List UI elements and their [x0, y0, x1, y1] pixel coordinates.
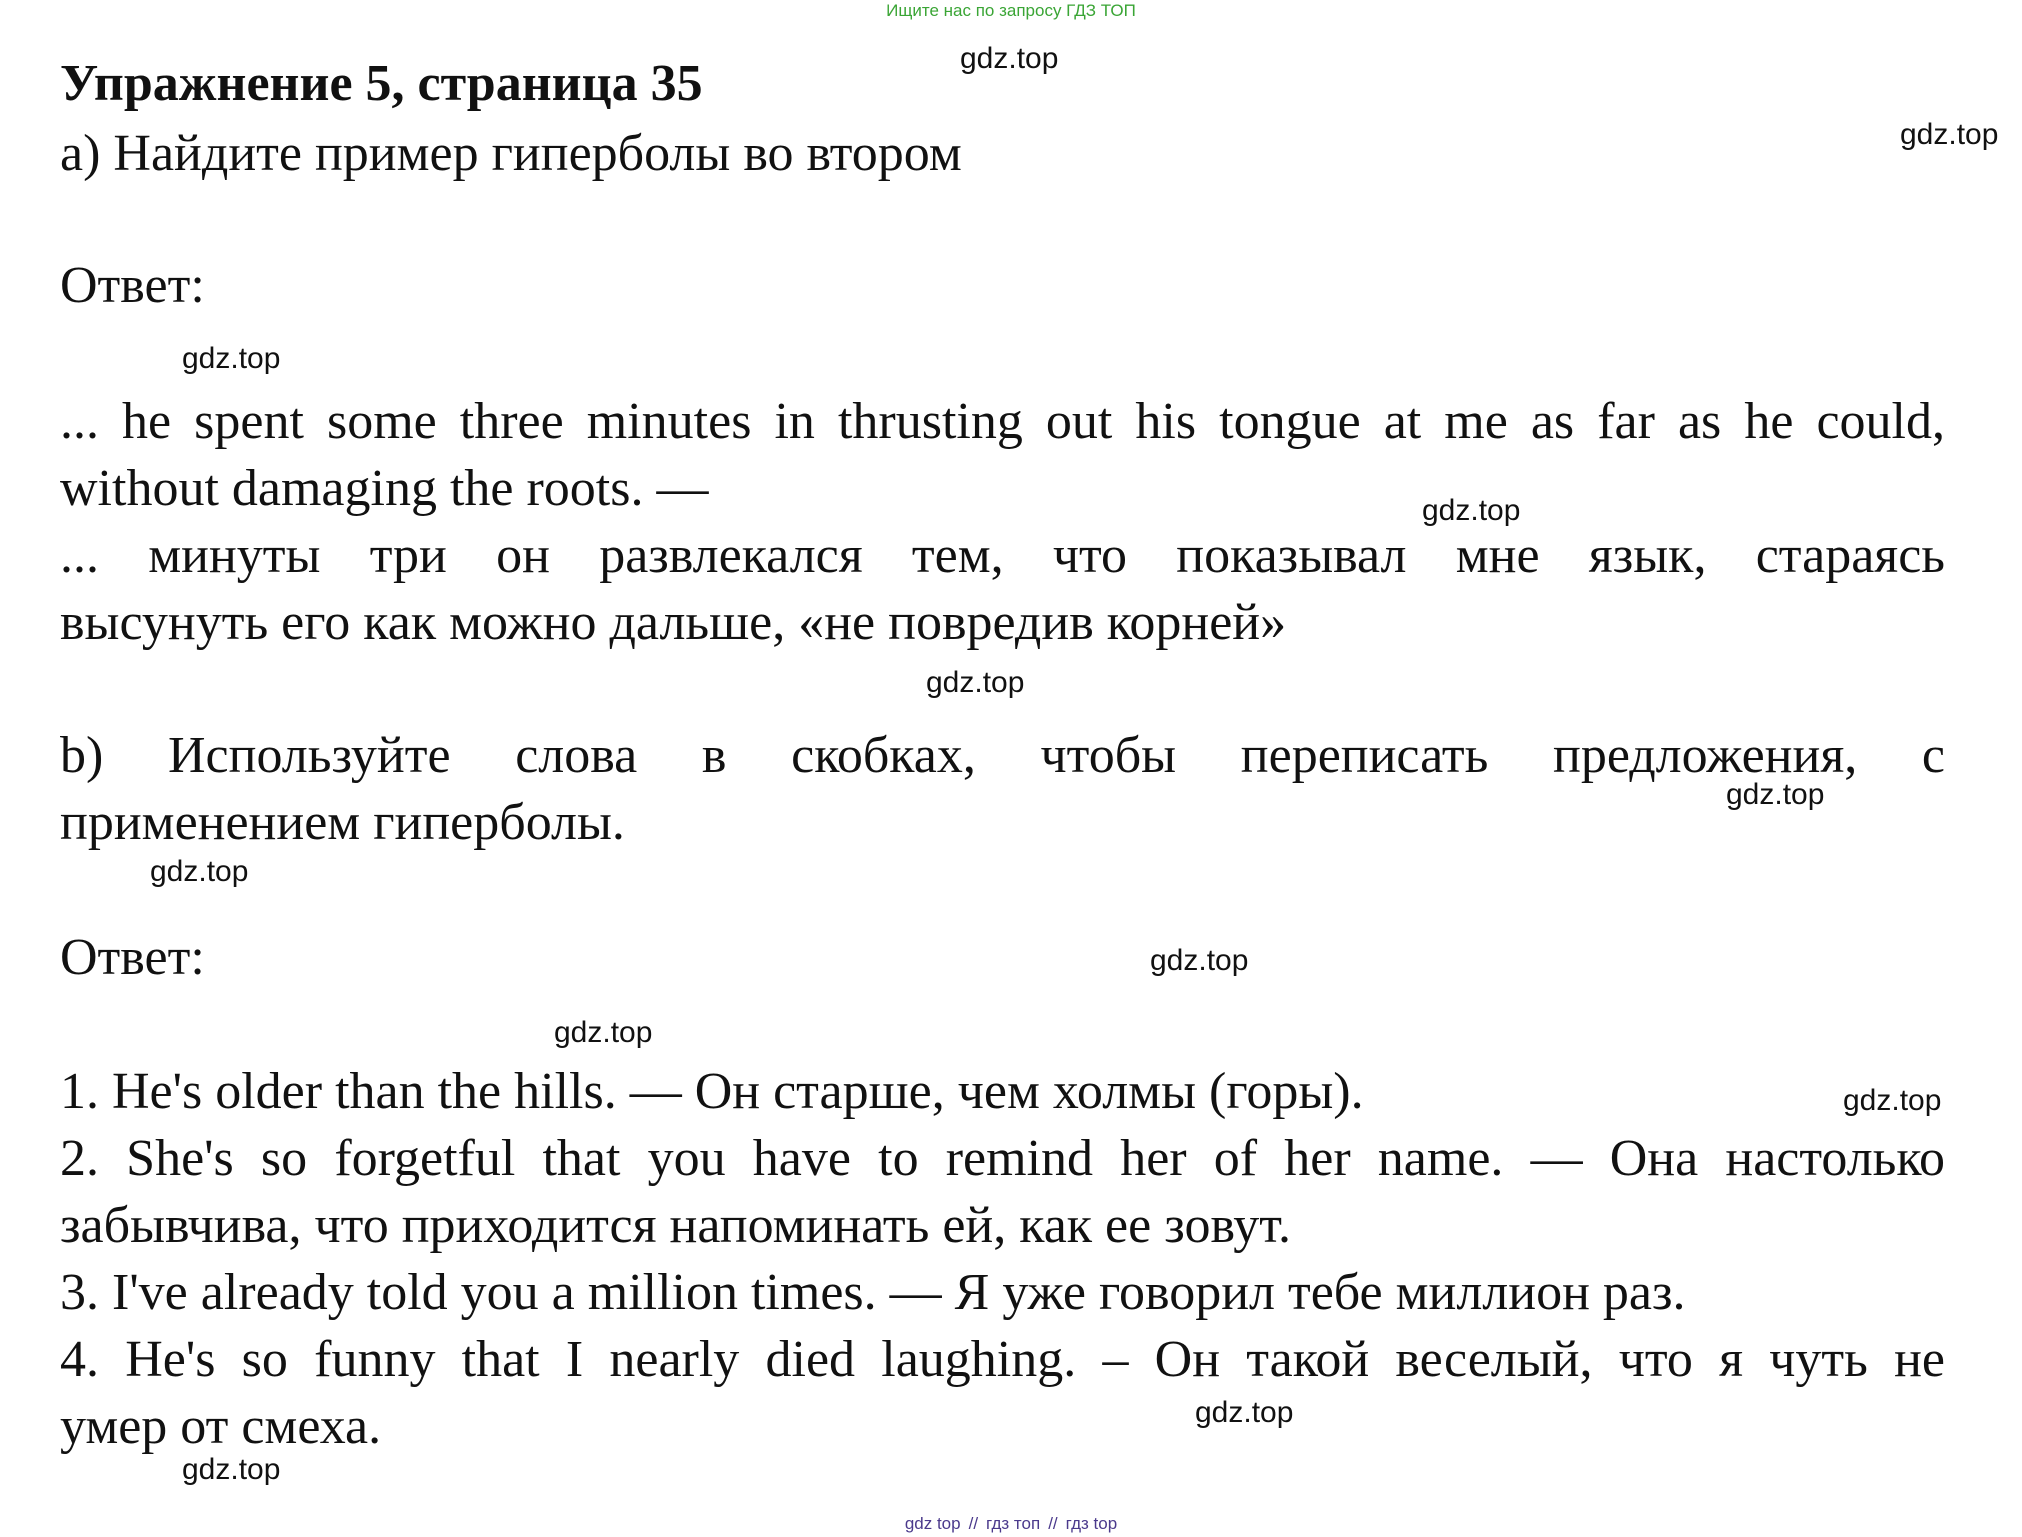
footer-link-gdz-top-mixed[interactable]: гдз top: [1065, 1514, 1118, 1533]
footer-link-gdz-top-ru[interactable]: гдз топ: [986, 1514, 1041, 1533]
footer: [0, 1513, 2022, 1535]
answer-b-item-4: 4. He's so funny that I nearly died laughing. – Он такой веселый, что я чуть не: [60, 1331, 1945, 1388]
answer-b-item-1: 1. He's older than the hills. — Он старше, чем холмы (горы).: [60, 1063, 1364, 1120]
footer-separator: //: [1048, 1514, 1058, 1533]
answer-a-line-3: ... минуты три он развлекался тем, что показывал мне язык, стараясь: [60, 527, 1945, 584]
answer-b-item-2: 2. She's so forgetful that you have to remind her of her name. — Она настолько: [60, 1130, 1945, 1187]
top-banner: Ищите нас по запросу ГДЗ ТОП: [886, 1, 1136, 20]
answer-b-item-4-cont: умер от смеха.: [60, 1398, 382, 1455]
watermark: gdz.top: [960, 42, 1059, 75]
answer-b-item-3: 3. I've already told you a million times. — Я уже говорил тебе миллион раз.: [60, 1264, 1686, 1321]
watermark: gdz.top: [150, 855, 249, 888]
task-b-line-1: b) Используйте слова в скобках, чтобы переписать предложения, с: [60, 727, 1945, 784]
footer-separator: //: [968, 1514, 979, 1533]
answer-label-b: Ответ:: [60, 929, 205, 986]
watermark: gdz.top: [1195, 1396, 1294, 1429]
task-b-line-2: применением гиперболы.: [60, 794, 625, 851]
watermark: gdz.top: [554, 1016, 653, 1049]
watermark: gdz.top: [1150, 944, 1249, 977]
watermark: gdz.top: [1900, 118, 1999, 151]
watermark: gdz.top: [1726, 778, 1825, 811]
watermark: gdz.top: [1843, 1084, 1942, 1117]
watermark: gdz.top: [182, 342, 281, 375]
answer-a-line-1: ... he spent some three minutes in thrusting out his tongue at me as far as he could,: [60, 393, 1945, 450]
answer-label-a: Ответ:: [60, 257, 205, 314]
watermark: gdz.top: [182, 1453, 281, 1486]
watermark: gdz.top: [926, 666, 1025, 699]
answer-a-line-2: without damaging the roots. —: [60, 460, 709, 517]
page-title: Упражнение 5, страница 35: [60, 55, 703, 112]
footer-link-gdz-top[interactable]: gdz top: [904, 1514, 961, 1533]
answer-b-item-2-cont: забывчива, что приходится напоминать ей, как ее зовут.: [60, 1197, 1292, 1254]
answer-a-line-4: высунуть его как можно дальше, «не повредив корней»: [60, 594, 1287, 651]
task-a-text: a) Найдите пример гиперболы во втором: [60, 125, 962, 182]
watermark: gdz.top: [1422, 494, 1521, 527]
